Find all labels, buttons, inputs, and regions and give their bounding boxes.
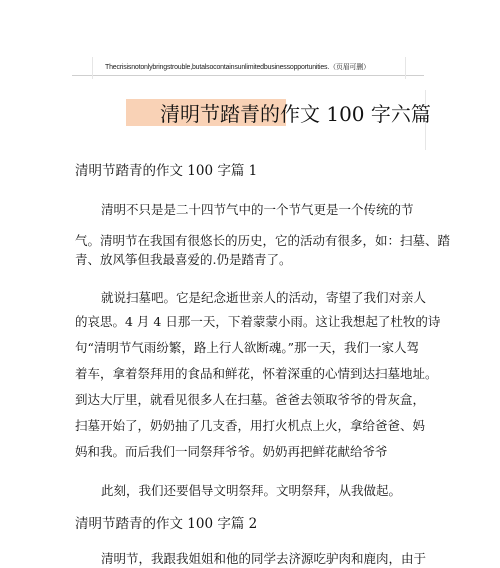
margin-guide (405, 57, 406, 79)
section-heading: 清明节踏青的作文 100 字篇 2 (75, 516, 258, 532)
header-divider (72, 75, 424, 76)
paragraph-line: 扫墓开始了，奶奶抽了几支香，用打火机点上火，拿给爸爸、妈 (75, 418, 426, 433)
paragraph-line: 着车，拿着祭拜用的食品和鲜花，怀着深重的心情到达扫墓地址。 (75, 366, 438, 381)
paragraph-line: 青、放风筝但我最喜爱的.仍是踏青了。 (75, 252, 292, 267)
paragraph-line: 的哀思。4 月 4 日那一天，下着蒙蒙小雨。这让我想起了杜牧的诗 (75, 314, 441, 329)
header-text: Thecrisisnotonlybringstrouble,butalsocontainsunlimitedbusinessopportunities.（页眉可删） (105, 64, 370, 71)
section-heading: 清明节踏青的作文 100 字篇 1 (75, 163, 258, 179)
document-title: 清明节踏青的作文 100 字六篇 (160, 102, 431, 126)
paragraph-line: 清明节，我跟我姐姐和他的同学去济源吃驴肉和鹿肉，由于 (101, 551, 427, 566)
paragraph-line: 妈和我。而后我们一同祭拜爷爷。奶奶再把鲜花献给爷爷 (75, 444, 388, 459)
paragraph-line: 气。清明节在我国有很悠长的历史，它的活动有很多，如：扫墓、踏 (75, 233, 451, 248)
paragraph-line: 句“清明节气雨纷繁，路上行人欲断魂。”那一天，我们一家人驾 (75, 340, 420, 355)
paragraph-line: 就说扫墓吧。它是纪念逝世亲人的活动，寄望了我们对亲人 (101, 290, 427, 305)
paragraph-line: 此刻，我们还要倡导文明祭拜。文明祭拜，从我做起。 (101, 483, 402, 498)
paragraph-line: 清明不只是是二十四节气中的一个节气更是一个传统的节 (101, 202, 414, 217)
paragraph-line: 到达大厅里，就看见很多人在扫墓。爸爸去领取爷爷的骨灰盒， (75, 392, 426, 407)
margin-guide (92, 57, 93, 79)
